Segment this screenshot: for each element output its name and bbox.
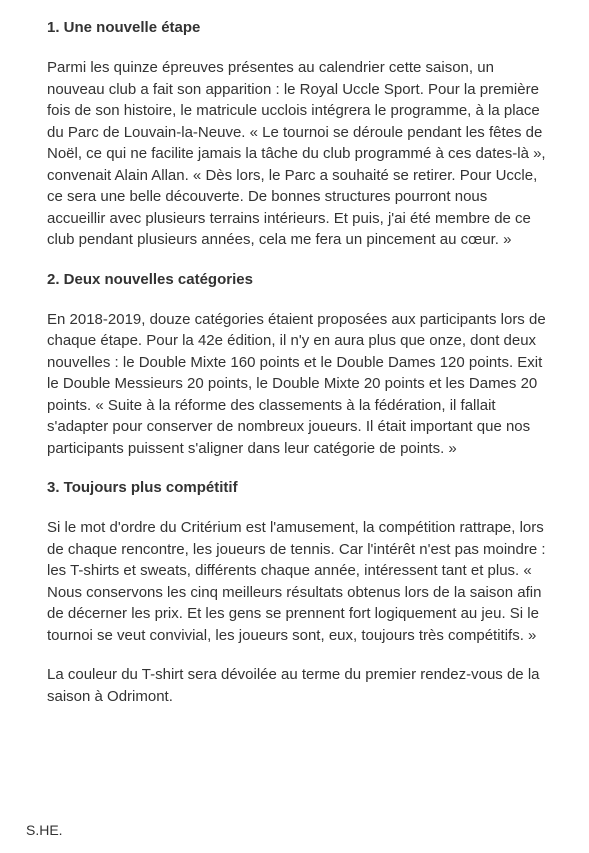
section-heading: 1. Une nouvelle étape [47, 19, 201, 36]
section-paragraph: Parmi les quinze épreuves présentes au calendrier cette saison, un nouveau club a fait son apparition : le Royal Uccle Sport. Pour la première fois de son histoire, le matricule ucclois intégrera le programme, à la place du Parc de Louvain-la-Neuve. « Le tournoi se déroule pendant les fêtes de Noël, ce qui ne facilite jamais la tâche du club programmé à ces dates-là », convenait Alain Allan. « Dès lors, le Parc a souhaité se retirer. Pour Uccle, ce sera une belle découverte. De bonnes structures pourront nous accueillir avec plusieurs terrains intérieurs. Et puis, j'ai été membre de ce club pendant plusieurs années, cela me fera un pincement au cœur. » [47, 59, 546, 248]
article-body [47, 17, 547, 725]
section-heading: 3. Toujours plus compétitif [47, 479, 238, 496]
section-plus-competitif [47, 477, 547, 646]
section-paragraph: En 2018-2019, douze catégories étaient proposées aux participants lors de chaque étape. Pour la 42e édition, il n'y en aura plus que onze, dont deux nouvelles : le Double Mixte 160 points et le Double Dames 120 points. Exit le Double Messieurs 20 points, le Double Mixte 20 points et les Dames 20 points. « Suite à la réforme des classements à la fédération, il fallait s'adapter pour conserver de nombreux joueurs. Il était important que nos participants puissent s'aligner dans leur catégorie de points. » [47, 310, 546, 457]
section-nouvelles-categories [47, 269, 547, 460]
section-nouvelle-etape [47, 17, 547, 251]
section-heading: 2. Deux nouvelles catégories [47, 270, 253, 288]
author-signature: S.HE. [26, 822, 63, 838]
section-paragraph: Si le mot d'ordre du Critérium est l'amusement, la compétition rattrape, lors de chaque rencontre, les joueurs de tennis. Car l'intérêt n'est pas moindre : les T-shirts et sweats, différents chaque année, intéressent tant et plus. « Nous conservons les cinq meilleurs résultats obtenus lors de la saison afin de décerner les prix. Et les gens se prennent fort logiquement au jeu. Si le tournoi se veut convivial, les joueurs sont, eux, toujours très compétitifs. » [47, 519, 546, 644]
closing-paragraph: La couleur du T-shirt sera dévoilée au terme du premier rendez-vous de la saison à Odrimont. [47, 666, 540, 705]
